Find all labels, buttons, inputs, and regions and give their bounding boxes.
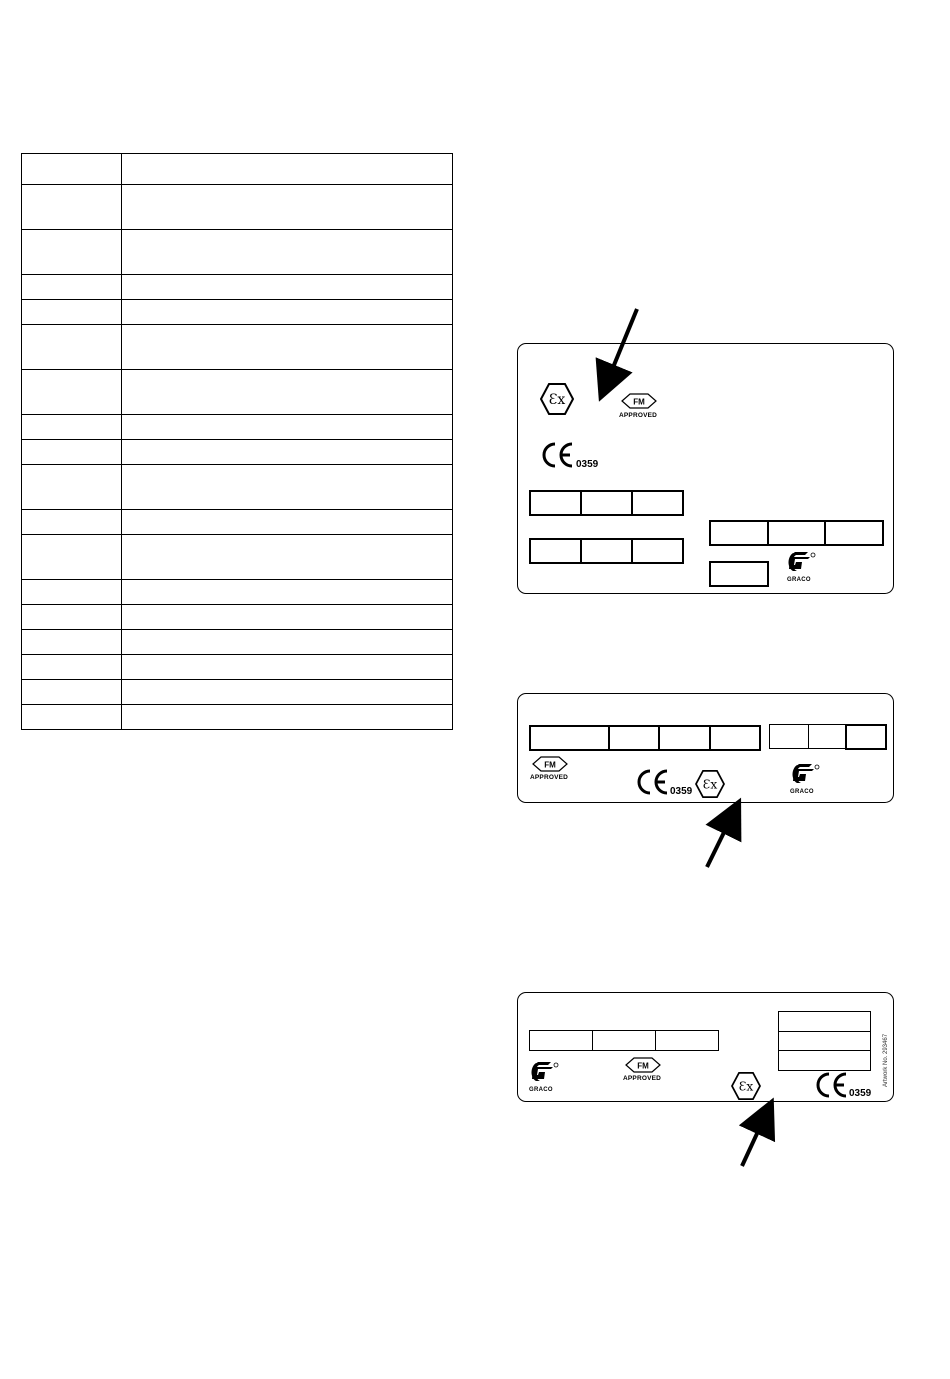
ce-mark-icon [815,1071,849,1099]
spec-table [21,153,453,730]
graco-logo-icon [787,552,817,578]
spec-table-cell-label [22,580,122,605]
spec-table-cell-label [22,535,122,580]
spec-table-cell-value [122,415,453,440]
spec-table-cell-value [122,705,453,730]
spec-table-cell-label [22,230,122,275]
spec-table-row [22,510,453,535]
ce-number: 0359 [670,786,693,797]
svg-text:Ɛx: Ɛx [738,1079,754,1094]
svg-text:FM: FM [637,1061,649,1071]
fm-approved-icon [625,1057,661,1073]
spec-table-cell-value [122,230,453,275]
field-box-row [769,724,847,749]
spec-table-row [22,680,453,705]
spec-table-cell-label [22,465,122,510]
spec-table-cell-label [22,370,122,415]
spec-table-row [22,154,453,185]
spec-table-row [22,655,453,680]
spec-table-row [22,370,453,415]
spec-table-row [22,630,453,655]
spec-table-cell-value [122,440,453,465]
ce-mark-icon [541,441,575,469]
spec-table-cell-value [122,465,453,510]
brand-text: GRACO [787,577,811,583]
spec-table-row [22,465,453,510]
svg-text:FM: FM [544,760,556,770]
field-box-row [709,520,884,546]
artwork-number: Artwork No. 293467 [883,1033,889,1087]
spec-table-cell-value [122,325,453,370]
fm-approved-icon [621,393,657,409]
spec-table-cell-value [122,510,453,535]
graco-logo-icon [791,764,821,790]
spec-table-cell-label [22,300,122,325]
spec-table-row [22,605,453,630]
field-box-row [529,1030,719,1051]
spec-table-cell-value [122,680,453,705]
spec-table-row [22,230,453,275]
field-box-row [529,725,761,751]
field-box [709,561,769,587]
svg-text:FM: FM [633,397,645,407]
field-box-column [778,1011,871,1071]
spec-table-cell-label [22,510,122,535]
ce-mark-icon [636,768,670,796]
field-box [845,724,887,750]
spec-table-cell-label [22,680,122,705]
spec-table-row [22,185,453,230]
spec-table-cell-label [22,440,122,465]
ce-number: 0359 [576,459,599,470]
spec-table-cell-label [22,630,122,655]
spec-table-row [22,580,453,605]
svg-text:Ɛx: Ɛx [548,392,566,408]
spec-table-row [22,300,453,325]
graco-logo-icon [530,1062,560,1088]
ex-hexagon-icon [540,383,574,415]
fm-approved-text: APPROVED [623,1075,662,1082]
fm-approved-text: APPROVED [619,412,658,419]
fm-approved-text: APPROVED [530,774,569,781]
spec-table-cell-label [22,705,122,730]
spec-table-cell-value [122,535,453,580]
spec-table-row [22,705,453,730]
spec-table-cell-value [122,275,453,300]
spec-table-row [22,535,453,580]
field-box-row [529,490,684,516]
spec-table-row [22,440,453,465]
spec-table-cell-value [122,630,453,655]
spec-table-cell-label [22,275,122,300]
spec-table-cell-label [22,154,122,185]
ex-hexagon-icon [695,770,725,798]
spec-table-cell-value [122,580,453,605]
spec-table-cell-value [122,154,453,185]
spec-table-cell-value [122,655,453,680]
field-box-row [529,538,684,564]
svg-text:Ɛx: Ɛx [702,777,718,792]
spec-table-cell-value [122,605,453,630]
brand-text: GRACO [529,1087,553,1093]
spec-table-row [22,275,453,300]
spec-table-cell-label [22,415,122,440]
spec-table-row [22,415,453,440]
spec-table-cell-label [22,655,122,680]
spec-table-row [22,325,453,370]
spec-table-cell-value [122,300,453,325]
ce-number: 0359 [849,1088,872,1099]
fm-approved-icon [532,756,568,772]
spec-table-cell-value [122,370,453,415]
spec-table-cell-label [22,185,122,230]
spec-table-cell-label [22,325,122,370]
spec-table-cell-label [22,605,122,630]
brand-text: GRACO [790,789,814,795]
spec-table-cell-value [122,185,453,230]
ex-hexagon-icon [731,1072,761,1100]
